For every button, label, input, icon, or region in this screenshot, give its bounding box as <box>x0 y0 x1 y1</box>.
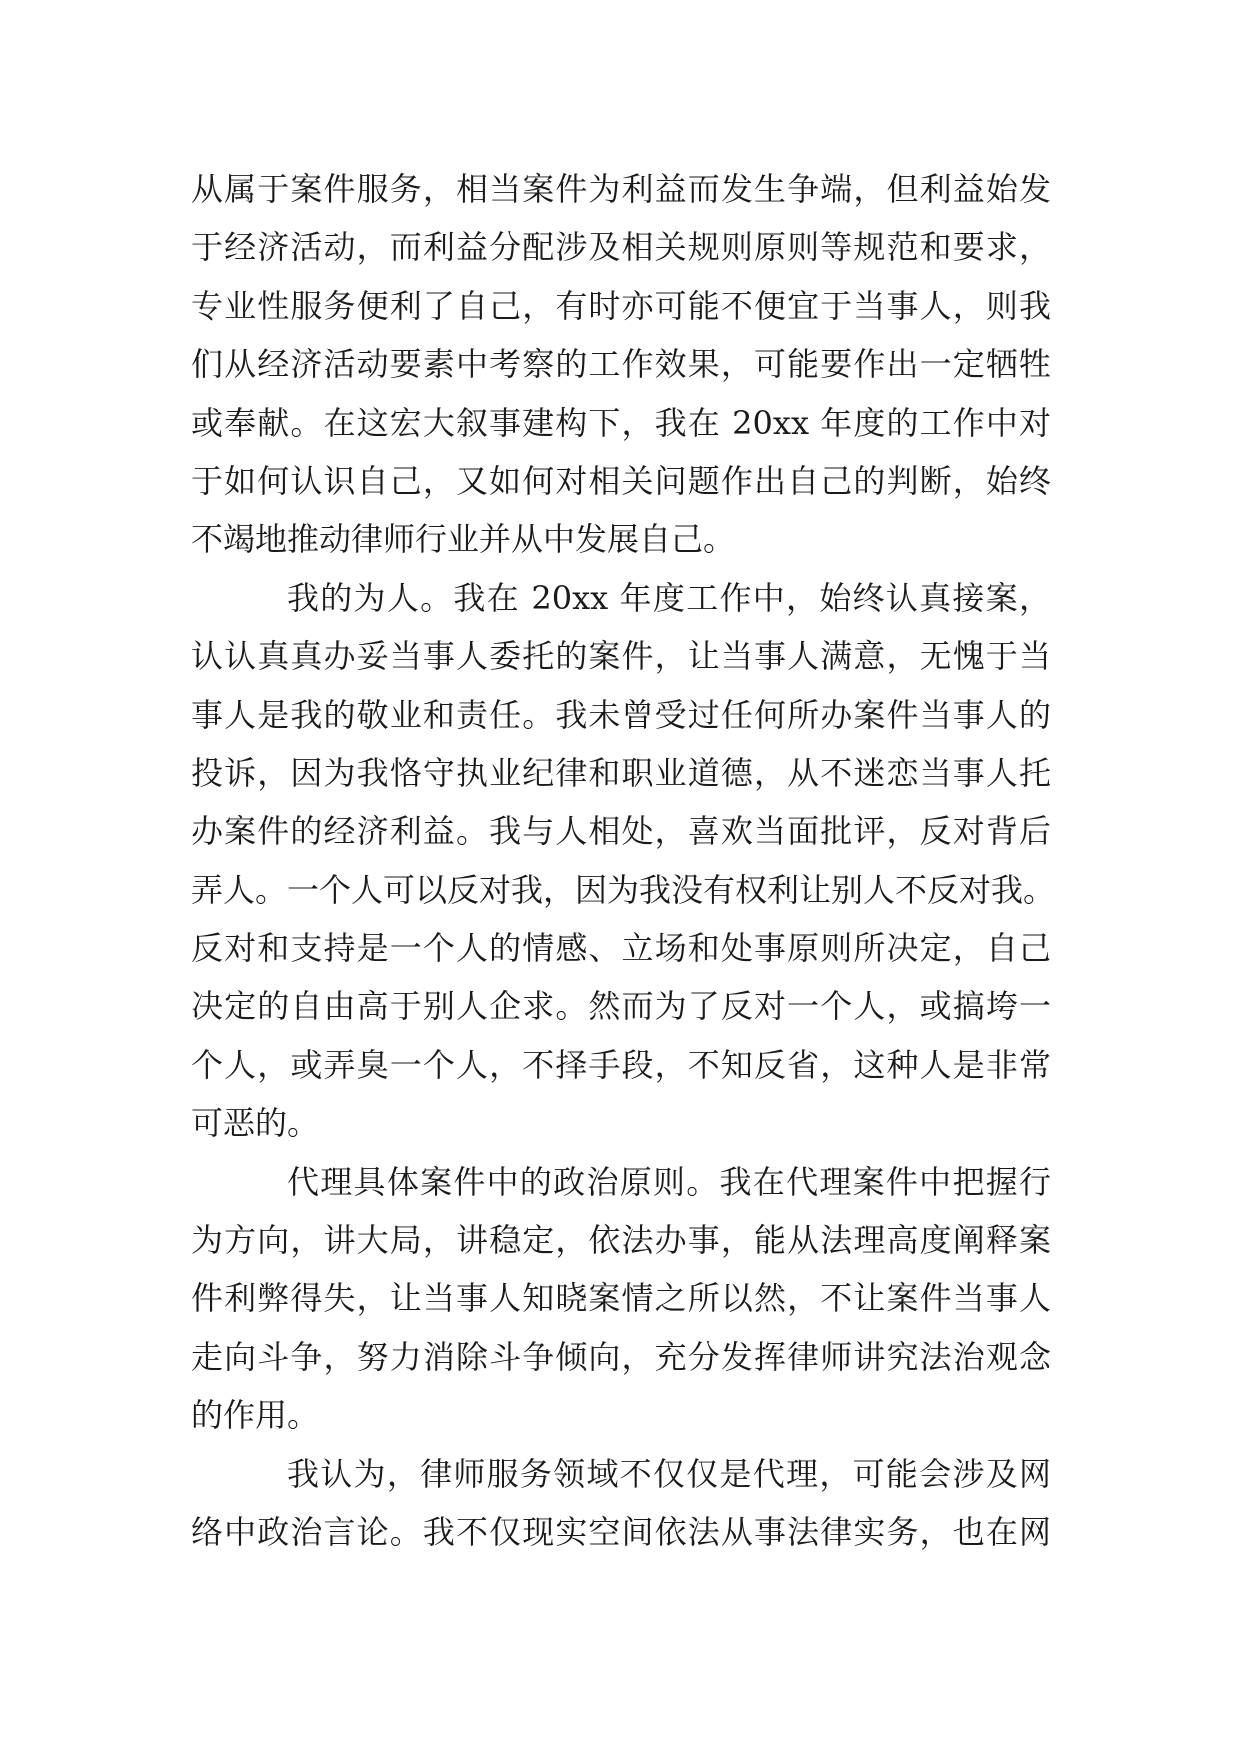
text-line: 个人，或弄臭一个人，不择手段，不知反省，这种人是非常 <box>191 1045 1051 1084</box>
text-line: 我认为，律师服务领域不仅仅是代理，可能会涉及网 <box>287 1454 1051 1493</box>
text-line: 投诉，因为我恪守执业纪律和职业道德，从不迷恋当事人托 <box>191 753 1051 792</box>
text-line: 决定的自由高于别人企求。然而为了反对一个人，或搞垮一 <box>191 987 1051 1026</box>
document-page <box>191 160 1056 1561</box>
text-line: 络中政治言论。我不仅现实空间依法从事法律实务，也在网 <box>191 1512 1051 1551</box>
text-line: 于如何认识自己，又如何对相关问题作出自己的判断，始终 <box>191 461 1051 500</box>
paragraph-1 <box>191 160 1051 569</box>
text-line: 专业性服务便利了自己，有时亦可能不便宜于当事人，则我 <box>191 286 1051 325</box>
text-line: 办案件的经济利益。我与人相处，喜欢当面批评，反对背后 <box>191 812 1051 851</box>
text-line: 反对和支持是一个人的情感、立场和处事原则所决定，自己 <box>191 929 1051 968</box>
text-line: 弄人。一个人可以反对我，因为我没有权利让别人不反对我。 <box>191 870 1056 909</box>
text-line: 可恶的。 <box>191 1104 320 1143</box>
text-line: 事人是我的敬业和责任。我未曾受过任何所办案件当事人的 <box>191 695 1051 734</box>
text-line: 走向斗争，努力消除斗争倾向，充分发挥律师讲究法治观念 <box>191 1337 1051 1376</box>
text-line: 我的为人。我在 20xx 年度工作中，始终认真接案， <box>287 578 1051 617</box>
text-line: 或奉献。在这宏大叙事建构下，我在 20xx 年度的工作中对 <box>191 403 1051 442</box>
paragraph-3 <box>191 1153 1051 1445</box>
text-line: 认认真真办妥当事人委托的案件，让当事人满意，无愧于当 <box>191 637 1051 676</box>
text-line: 们从经济活动要素中考察的工作效果，可能要作出一定牺牲 <box>191 345 1051 384</box>
text-line: 于经济活动，而利益分配涉及相关规则原则等规范和要求， <box>191 228 1051 267</box>
text-line: 的作用。 <box>191 1396 320 1435</box>
text-line: 代理具体案件中的政治原则。我在代理案件中把握行 <box>287 1162 1051 1201</box>
paragraph-4 <box>191 1445 1051 1562</box>
paragraph-2 <box>191 569 1056 1153</box>
text-line: 从属于案件服务，相当案件为利益而发生争端，但利益始发 <box>191 170 1051 208</box>
text-line: 不竭地推动律师行业并从中发展自己。 <box>191 520 736 559</box>
text-line: 为方向，讲大局，讲稳定，依法办事，能从法理高度阐释案 <box>191 1221 1051 1260</box>
text-line: 件利弊得失，让当事人知晓案情之所以然，不让案件当事人 <box>191 1279 1051 1318</box>
